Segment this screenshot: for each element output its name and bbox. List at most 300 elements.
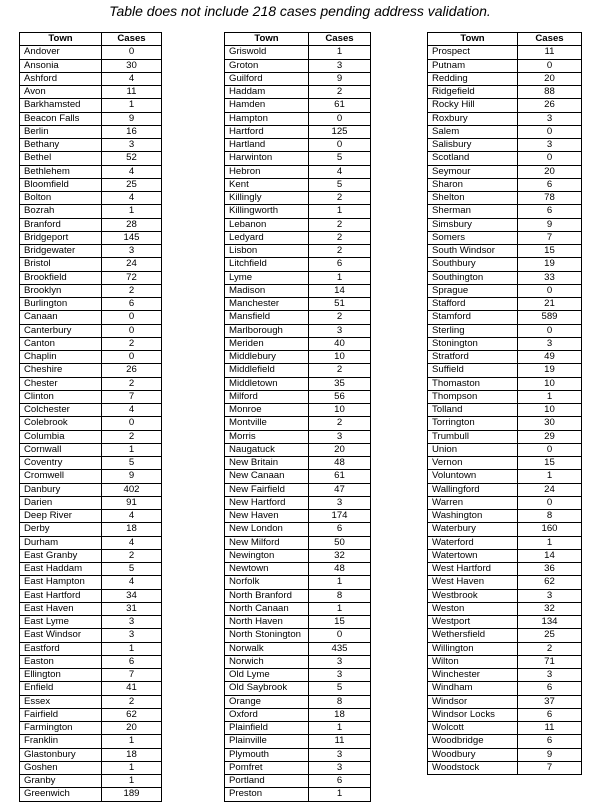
town-cell: Bristol <box>20 258 102 271</box>
table-row <box>225 404 371 417</box>
cases-cell: 1 <box>102 735 162 748</box>
table-row <box>225 735 371 748</box>
cases-cell: 36 <box>518 563 582 576</box>
cases-cell: 2 <box>309 364 371 377</box>
cases-cell: 3 <box>309 669 371 682</box>
cases-cell: 25 <box>102 178 162 191</box>
table-row <box>428 616 582 629</box>
town-cell: Woodbury <box>428 748 518 761</box>
cases-cell: 11 <box>518 722 582 735</box>
town-cell: Essex <box>20 695 102 708</box>
cases-cell: 3 <box>518 337 582 350</box>
town-cell: New Hartford <box>225 496 309 509</box>
cases-cell: 26 <box>102 364 162 377</box>
town-cell: Winchester <box>428 669 518 682</box>
table-row <box>20 602 162 615</box>
table-row <box>20 284 162 297</box>
cases-cell: 4 <box>309 165 371 178</box>
cases-cell: 40 <box>309 337 371 350</box>
town-cell: Waterbury <box>428 523 518 536</box>
table-row <box>225 695 371 708</box>
table-row <box>20 722 162 735</box>
table-row <box>225 629 371 642</box>
town-cell: New Fairfield <box>225 483 309 496</box>
cases-cell: 3 <box>309 59 371 72</box>
town-cell: Monroe <box>225 404 309 417</box>
table-row <box>20 178 162 191</box>
cases-cell: 0 <box>102 324 162 337</box>
cases-cell: 7 <box>102 669 162 682</box>
table-row <box>20 523 162 536</box>
town-cell: Salisbury <box>428 139 518 152</box>
town-cell: Bozrah <box>20 205 102 218</box>
cases-cell: 3 <box>518 589 582 602</box>
town-cell: Killingly <box>225 192 309 205</box>
town-cell: East Haven <box>20 602 102 615</box>
cases-cell: 56 <box>309 390 371 403</box>
table-row <box>20 430 162 443</box>
table-row <box>225 231 371 244</box>
town-cell: New Milford <box>225 536 309 549</box>
cases-cell: 134 <box>518 616 582 629</box>
town-cell: New Britain <box>225 457 309 470</box>
cases-cell: 71 <box>518 655 582 668</box>
town-cell: Bethlehem <box>20 165 102 178</box>
town-cell: Windsor Locks <box>428 708 518 721</box>
table-row <box>20 324 162 337</box>
table-row <box>20 245 162 258</box>
table-row <box>20 642 162 655</box>
table-row <box>20 152 162 165</box>
cases-cell: 3 <box>102 629 162 642</box>
table-row <box>428 735 582 748</box>
town-cell: Ridgefield <box>428 86 518 99</box>
cases-cell: 2 <box>309 231 371 244</box>
table-row <box>225 775 371 788</box>
cases-cell: 5 <box>102 457 162 470</box>
cases-cell: 9 <box>102 470 162 483</box>
table-row <box>225 245 371 258</box>
cases-cell: 3 <box>309 655 371 668</box>
table-row <box>428 364 582 377</box>
cases-cell: 0 <box>518 284 582 297</box>
cases-cell: 3 <box>518 669 582 682</box>
table-row <box>20 311 162 324</box>
cases-cell: 20 <box>518 165 582 178</box>
cases-cell: 88 <box>518 86 582 99</box>
table-row <box>225 192 371 205</box>
table-row <box>428 669 582 682</box>
table-row <box>428 602 582 615</box>
town-cell: Bethel <box>20 152 102 165</box>
town-cell: Barkhamsted <box>20 99 102 112</box>
town-cell: Fairfield <box>20 708 102 721</box>
table-row <box>225 46 371 59</box>
town-cell: Greenwich <box>20 788 102 801</box>
cases-cell: 3 <box>518 139 582 152</box>
town-header: Town <box>428 33 518 46</box>
cases-cell: 7 <box>518 761 582 774</box>
town-cell: Bridgeport <box>20 231 102 244</box>
town-cell: Middletown <box>225 377 309 390</box>
town-cell: Norwalk <box>225 642 309 655</box>
cases-cell: 48 <box>309 457 371 470</box>
cases-cell: 9 <box>309 72 371 85</box>
town-cell: Norwich <box>225 655 309 668</box>
town-cell: Stonington <box>428 337 518 350</box>
table-row <box>428 563 582 576</box>
town-cases-table-1 <box>19 32 162 802</box>
cases-cell: 19 <box>518 258 582 271</box>
town-cell: Glastonbury <box>20 748 102 761</box>
table-row <box>225 59 371 72</box>
town-cell: Manchester <box>225 298 309 311</box>
cases-cell: 14 <box>518 549 582 562</box>
table-row <box>428 536 582 549</box>
town-cell: Brooklyn <box>20 284 102 297</box>
town-cell: Ledyard <box>225 231 309 244</box>
cases-cell: 1 <box>518 536 582 549</box>
table-row <box>225 271 371 284</box>
table-row <box>428 99 582 112</box>
table-row <box>428 139 582 152</box>
cases-cell: 6 <box>309 258 371 271</box>
table-row <box>20 112 162 125</box>
town-cell: Canterbury <box>20 324 102 337</box>
table-row <box>428 589 582 602</box>
town-cases-table-3 <box>427 32 582 775</box>
town-cell: Branford <box>20 218 102 231</box>
town-cell: Stafford <box>428 298 518 311</box>
pending-cases-note: Table does not include 218 cases pending address validation. <box>109 3 491 19</box>
table-row <box>428 245 582 258</box>
table-row <box>428 496 582 509</box>
table-row <box>20 655 162 668</box>
town-cell: Litchfield <box>225 258 309 271</box>
cases-cell: 6 <box>518 205 582 218</box>
cases-cell: 1 <box>102 205 162 218</box>
table-row <box>225 761 371 774</box>
cases-cell: 6 <box>518 178 582 191</box>
cases-cell: 10 <box>309 404 371 417</box>
town-cell: Southington <box>428 271 518 284</box>
cases-cell: 2 <box>309 311 371 324</box>
town-cell: Rocky Hill <box>428 99 518 112</box>
table-row <box>428 417 582 430</box>
table-row <box>428 271 582 284</box>
table-row <box>20 788 162 801</box>
town-cell: Easton <box>20 655 102 668</box>
cases-header: Cases <box>102 33 162 46</box>
cases-cell: 25 <box>518 629 582 642</box>
town-cell: Griswold <box>225 46 309 59</box>
town-cell: North Canaan <box>225 602 309 615</box>
cases-cell: 2 <box>102 549 162 562</box>
town-cell: Plymouth <box>225 748 309 761</box>
table-row <box>225 324 371 337</box>
town-cell: Washington <box>428 510 518 523</box>
table-row <box>428 377 582 390</box>
cases-cell: 125 <box>309 125 371 138</box>
table-row <box>20 695 162 708</box>
table-row <box>225 99 371 112</box>
table-row <box>225 523 371 536</box>
town-cell: Woodstock <box>428 761 518 774</box>
table-row <box>428 231 582 244</box>
table-row <box>428 152 582 165</box>
table-row <box>225 722 371 735</box>
town-cell: Pomfret <box>225 761 309 774</box>
cases-cell: 33 <box>518 271 582 284</box>
cases-cell: 4 <box>102 536 162 549</box>
table-row <box>20 298 162 311</box>
cases-cell: 2 <box>102 337 162 350</box>
table-row <box>428 404 582 417</box>
town-cell: Harwinton <box>225 152 309 165</box>
table-row <box>20 351 162 364</box>
table-row <box>20 682 162 695</box>
table-row <box>428 695 582 708</box>
cases-cell: 3 <box>518 112 582 125</box>
table-row <box>225 748 371 761</box>
cases-cell: 2 <box>309 245 371 258</box>
town-cell: Ashford <box>20 72 102 85</box>
town-cell: Somers <box>428 231 518 244</box>
cases-cell: 34 <box>102 589 162 602</box>
town-cell: Eastford <box>20 642 102 655</box>
table-row <box>20 629 162 642</box>
town-cell: Madison <box>225 284 309 297</box>
cases-cell: 4 <box>102 165 162 178</box>
town-cell: Wolcott <box>428 722 518 735</box>
town-cell: Derby <box>20 523 102 536</box>
town-cell: Torrington <box>428 417 518 430</box>
town-cell: Thomaston <box>428 377 518 390</box>
cases-cell: 32 <box>518 602 582 615</box>
table-row <box>428 722 582 735</box>
town-cell: North Stonington <box>225 629 309 642</box>
town-cell: Avon <box>20 86 102 99</box>
table-row <box>20 258 162 271</box>
town-cell: Orange <box>225 695 309 708</box>
cases-cell: 1 <box>309 576 371 589</box>
town-cell: Enfield <box>20 682 102 695</box>
table-row <box>225 669 371 682</box>
table-row <box>20 59 162 72</box>
town-cell: Milford <box>225 390 309 403</box>
town-cell: Colebrook <box>20 417 102 430</box>
table-row <box>428 125 582 138</box>
cases-cell: 6 <box>102 298 162 311</box>
cases-cell: 0 <box>102 311 162 324</box>
table-row <box>225 165 371 178</box>
table-row <box>20 443 162 456</box>
cases-cell: 2 <box>309 417 371 430</box>
town-cell: Prospect <box>428 46 518 59</box>
town-cell: Montville <box>225 417 309 430</box>
cases-cell: 3 <box>309 496 371 509</box>
cases-cell: 72 <box>102 271 162 284</box>
cases-cell: 61 <box>309 99 371 112</box>
town-cell: Farmington <box>20 722 102 735</box>
table-row <box>20 708 162 721</box>
town-cell: Salem <box>428 125 518 138</box>
town-cell: South Windsor <box>428 245 518 258</box>
town-cell: Woodbridge <box>428 735 518 748</box>
town-cell: Cornwall <box>20 443 102 456</box>
table-row <box>225 510 371 523</box>
table-row <box>428 443 582 456</box>
town-cell: Cheshire <box>20 364 102 377</box>
town-cell: Ellington <box>20 669 102 682</box>
table-row <box>225 470 371 483</box>
cases-cell: 5 <box>309 178 371 191</box>
cases-cell: 3 <box>102 245 162 258</box>
table-row <box>428 298 582 311</box>
cases-cell: 1 <box>102 775 162 788</box>
table-row <box>225 457 371 470</box>
cases-cell: 26 <box>518 99 582 112</box>
town-cell: Darien <box>20 496 102 509</box>
table-row <box>20 470 162 483</box>
town-cell: Burlington <box>20 298 102 311</box>
table-row <box>225 205 371 218</box>
table-row <box>428 761 582 774</box>
cases-cell: 31 <box>102 602 162 615</box>
table-row <box>225 682 371 695</box>
table-row <box>428 708 582 721</box>
town-cell: Wilton <box>428 655 518 668</box>
table-row <box>225 496 371 509</box>
town-cell: Franklin <box>20 735 102 748</box>
table-row <box>428 523 582 536</box>
table-row <box>428 46 582 59</box>
table-row <box>20 205 162 218</box>
cases-cell: 4 <box>102 72 162 85</box>
cases-cell: 15 <box>518 245 582 258</box>
cases-cell: 19 <box>518 364 582 377</box>
table-row <box>225 390 371 403</box>
town-cell: Plainville <box>225 735 309 748</box>
table-row <box>225 337 371 350</box>
town-cell: East Hartford <box>20 589 102 602</box>
table-row <box>428 324 582 337</box>
cases-cell: 10 <box>518 404 582 417</box>
cases-cell: 11 <box>102 86 162 99</box>
cases-cell: 5 <box>102 563 162 576</box>
cases-cell: 50 <box>309 536 371 549</box>
town-cell: Deep River <box>20 510 102 523</box>
table-row <box>20 99 162 112</box>
cases-cell: 6 <box>309 523 371 536</box>
cases-cell: 174 <box>309 510 371 523</box>
table-row <box>428 165 582 178</box>
table-row <box>225 178 371 191</box>
cases-cell: 0 <box>518 59 582 72</box>
table-row <box>225 642 371 655</box>
cases-cell: 29 <box>518 430 582 443</box>
table-row <box>20 404 162 417</box>
table-row <box>428 390 582 403</box>
town-cell: Brookfield <box>20 271 102 284</box>
cases-cell: 62 <box>518 576 582 589</box>
cases-cell: 37 <box>518 695 582 708</box>
cases-cell: 20 <box>309 443 371 456</box>
town-cell: Wethersfield <box>428 629 518 642</box>
town-cell: Chaplin <box>20 351 102 364</box>
table-row <box>225 377 371 390</box>
cases-cell: 10 <box>309 351 371 364</box>
cases-cell: 6 <box>518 708 582 721</box>
table-row <box>20 616 162 629</box>
town-header: Town <box>20 33 102 46</box>
town-cell: Durham <box>20 536 102 549</box>
table-row <box>20 735 162 748</box>
table-row <box>20 46 162 59</box>
cases-cell: 9 <box>518 748 582 761</box>
cases-cell: 6 <box>518 682 582 695</box>
town-cell: Sherman <box>428 205 518 218</box>
table-row <box>225 655 371 668</box>
cases-cell: 1 <box>309 271 371 284</box>
town-cell: Guilford <box>225 72 309 85</box>
cases-cell: 1 <box>102 761 162 774</box>
table-row <box>225 563 371 576</box>
table-row <box>20 125 162 138</box>
table-row <box>225 549 371 562</box>
table-row <box>20 271 162 284</box>
cases-cell: 2 <box>102 284 162 297</box>
table-row <box>428 642 582 655</box>
cases-cell: 0 <box>518 125 582 138</box>
town-cell: Groton <box>225 59 309 72</box>
town-cell: North Haven <box>225 616 309 629</box>
cases-cell: 0 <box>309 112 371 125</box>
table-row <box>20 536 162 549</box>
town-cell: Ansonia <box>20 59 102 72</box>
town-cell: Newtown <box>225 563 309 576</box>
table-row <box>20 192 162 205</box>
town-cell: Bolton <box>20 192 102 205</box>
cases-cell: 91 <box>102 496 162 509</box>
town-cell: Canaan <box>20 311 102 324</box>
table-row <box>225 536 371 549</box>
cases-cell: 3 <box>309 430 371 443</box>
cases-cell: 18 <box>102 748 162 761</box>
cases-cell: 2 <box>309 192 371 205</box>
town-cell: Wallingford <box>428 483 518 496</box>
town-cell: Columbia <box>20 430 102 443</box>
table-row <box>20 139 162 152</box>
table-row <box>225 125 371 138</box>
table-row <box>428 748 582 761</box>
table-row <box>428 112 582 125</box>
cases-cell: 48 <box>309 563 371 576</box>
table-row <box>225 218 371 231</box>
cases-cell: 8 <box>309 589 371 602</box>
table-row <box>20 483 162 496</box>
cases-cell: 3 <box>102 139 162 152</box>
cases-cell: 35 <box>309 377 371 390</box>
cases-cell: 0 <box>102 351 162 364</box>
table-row <box>428 351 582 364</box>
cases-cell: 6 <box>102 655 162 668</box>
cases-cell: 2 <box>102 695 162 708</box>
town-cell: Stamford <box>428 311 518 324</box>
town-cell: Sterling <box>428 324 518 337</box>
town-cell: Oxford <box>225 708 309 721</box>
town-cell: Watertown <box>428 549 518 562</box>
